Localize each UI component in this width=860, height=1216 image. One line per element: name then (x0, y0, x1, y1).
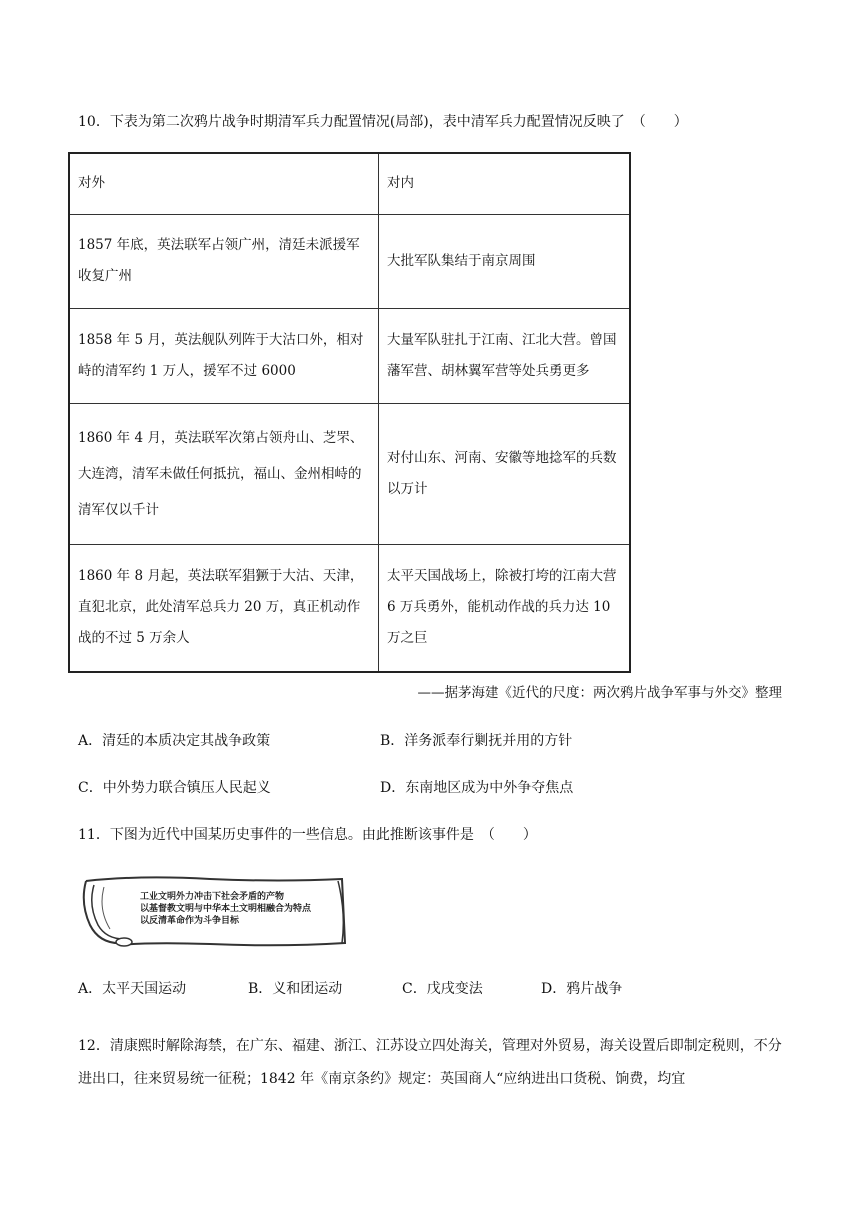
table-header-row (69, 153, 630, 214)
scroll-line: 工业文明外力冲击下社会矛盾的产物 (140, 892, 285, 902)
table-cell: 1857 年底，英法联军占领广州，清廷未派援军收复广州 (69, 214, 379, 308)
q10-option-c[interactable]: C．中外势力联合镇压人民起义 (78, 780, 271, 796)
table-header-cell: 对内 (379, 153, 631, 214)
q10-option-b[interactable]: B．洋务派奉行剿抚并用的方针 (380, 733, 573, 749)
table-row (69, 544, 630, 672)
table-cell: 大量军队驻扎于江南、江北大营。曾国藩军营、胡林翼军营等处兵勇更多 (379, 308, 631, 403)
table-source-citation: ——据茅海建《近代的尺度：两次鸦片战争军事与外交》整理 (417, 685, 782, 701)
scroll-line: 以基督教文明与中华本土文明相融合为特点 (140, 904, 312, 914)
scroll-line: 以反清革命作为斗争目标 (140, 916, 240, 926)
table-cell: 太平天国战场上，除被打垮的江南大营 6 万兵勇外，能机动作战的兵力达 10 万之巨 (379, 544, 631, 672)
q10-option-a[interactable]: A．清廷的本质决定其战争政策 (78, 733, 271, 749)
q11-option-a[interactable]: A．太平天国运动 (78, 981, 187, 997)
question-11-stem: 11．下图为近代中国某历史事件的一些信息。由此推断该事件是 （ ） (78, 827, 537, 843)
question-12-stem: 12．清康熙时解除海禁，在广东、福建、浙江、江苏设立四处海关，管理对外贸易，海关设置后即制定税则，不分进出口，往来贸易统一征税；1842 年《南京条约》规定：英国商人“应纳进出口货税、饷费，均宜 (78, 1038, 782, 1087)
table-row (69, 403, 630, 544)
table-row (69, 214, 630, 308)
table-cell: 大批军队集结于南京周围 (379, 214, 631, 308)
q11-option-c[interactable]: C．戊戌变法 (402, 981, 483, 997)
troop-deployment-table (68, 152, 631, 673)
table-row (69, 308, 630, 403)
table-cell: 1858 年 5 月，英法舰队列阵于大沽口外，相对峙的清军约 1 万人，援军不过 6000 (69, 308, 379, 403)
question-10-stem: 10．下表为第二次鸦片战争时期清军兵力配置情况(局部)，表中清军兵力配置情况反映了 （ ） (78, 114, 688, 130)
q11-option-b[interactable]: B．义和团运动 (248, 981, 343, 997)
scroll-text (140, 891, 311, 927)
table-header-cell: 对外 (69, 153, 379, 214)
table-cell: 对付山东、河南、安徽等地捻军的兵数以万计 (379, 403, 631, 544)
q10-option-d[interactable]: D．东南地区成为中外争夺焦点 (380, 780, 574, 796)
table-cell: 1860 年 4 月，英法联军次第占领舟山、芝罘、大连湾，清军未做任何抵抗，福山、金州相峙的清军仅以千计 (69, 403, 379, 544)
table-cell: 1860 年 8 月起，英法联军猖獗于大沽、天津，直犯北京，此处清军总兵力 20 万，真正机动作战的不过 5 万余人 (69, 544, 379, 672)
q11-option-d[interactable]: D．鸦片战争 (541, 981, 623, 997)
